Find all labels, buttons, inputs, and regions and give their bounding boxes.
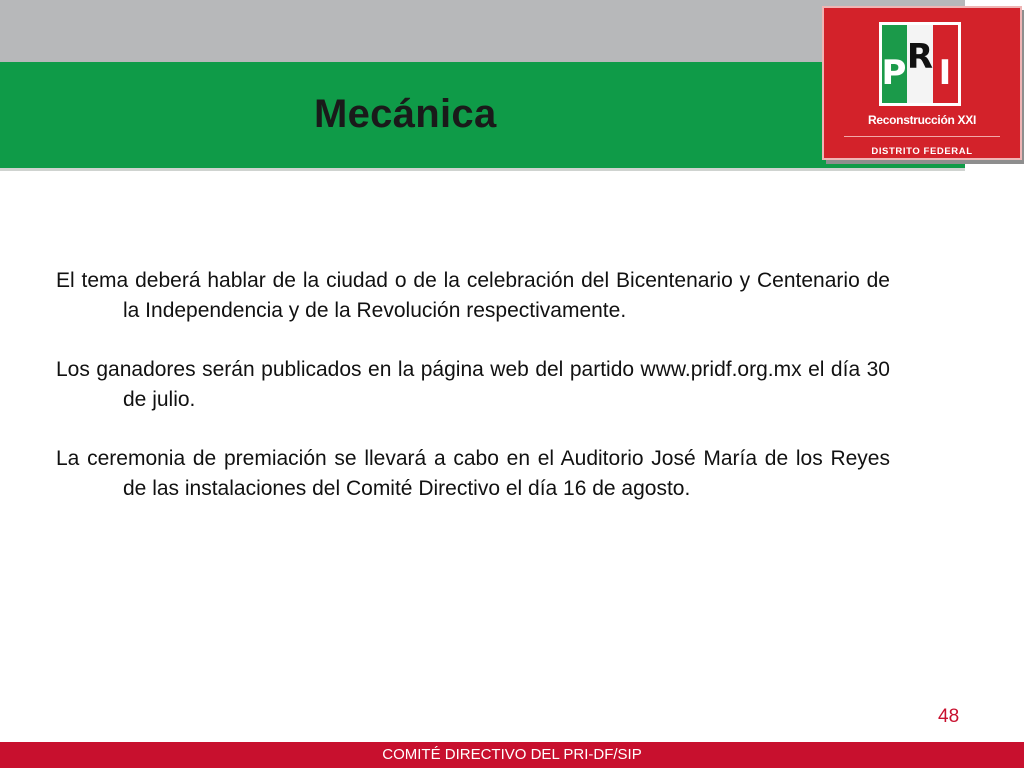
- footer-bar: [0, 742, 1024, 768]
- slide-title: Mecánica: [314, 92, 497, 136]
- paragraph-winners: Los ganadores serán publicados en la página web del partido www.pridf.org.mx el día 30 de julio.: [56, 358, 890, 411]
- paragraph-ceremony: La ceremonia de premiación se llevará a cabo en el Auditorio José María de los Reyes de las instalaciones del Comité Directivo el día 16 de agosto.: [56, 447, 890, 500]
- logo-separator: [844, 136, 1000, 137]
- header-gray-band: [0, 0, 965, 62]
- footer-text: COMITÉ DIRECTIVO DEL PRI-DF/SIP: [382, 746, 642, 763]
- pri-emblem-icon: [879, 22, 961, 106]
- svg-text:R: R: [906, 37, 934, 77]
- svg-text:I: I: [938, 53, 952, 93]
- svg-text:P: P: [881, 53, 907, 93]
- header-divider: [0, 168, 965, 171]
- logo-region: DISTRITO FEDERAL: [871, 146, 973, 157]
- pri-logo: [822, 6, 1022, 160]
- page-number: 48: [938, 706, 960, 727]
- paragraph-topic: El tema deberá hablar de la ciudad o de la celebración del Bicentenario y Centenario de la Independencia y de la Revolución respectivamente.: [56, 269, 890, 322]
- logo-slogan: Reconstrucción XXI: [868, 113, 976, 127]
- slide-body: [56, 266, 890, 533]
